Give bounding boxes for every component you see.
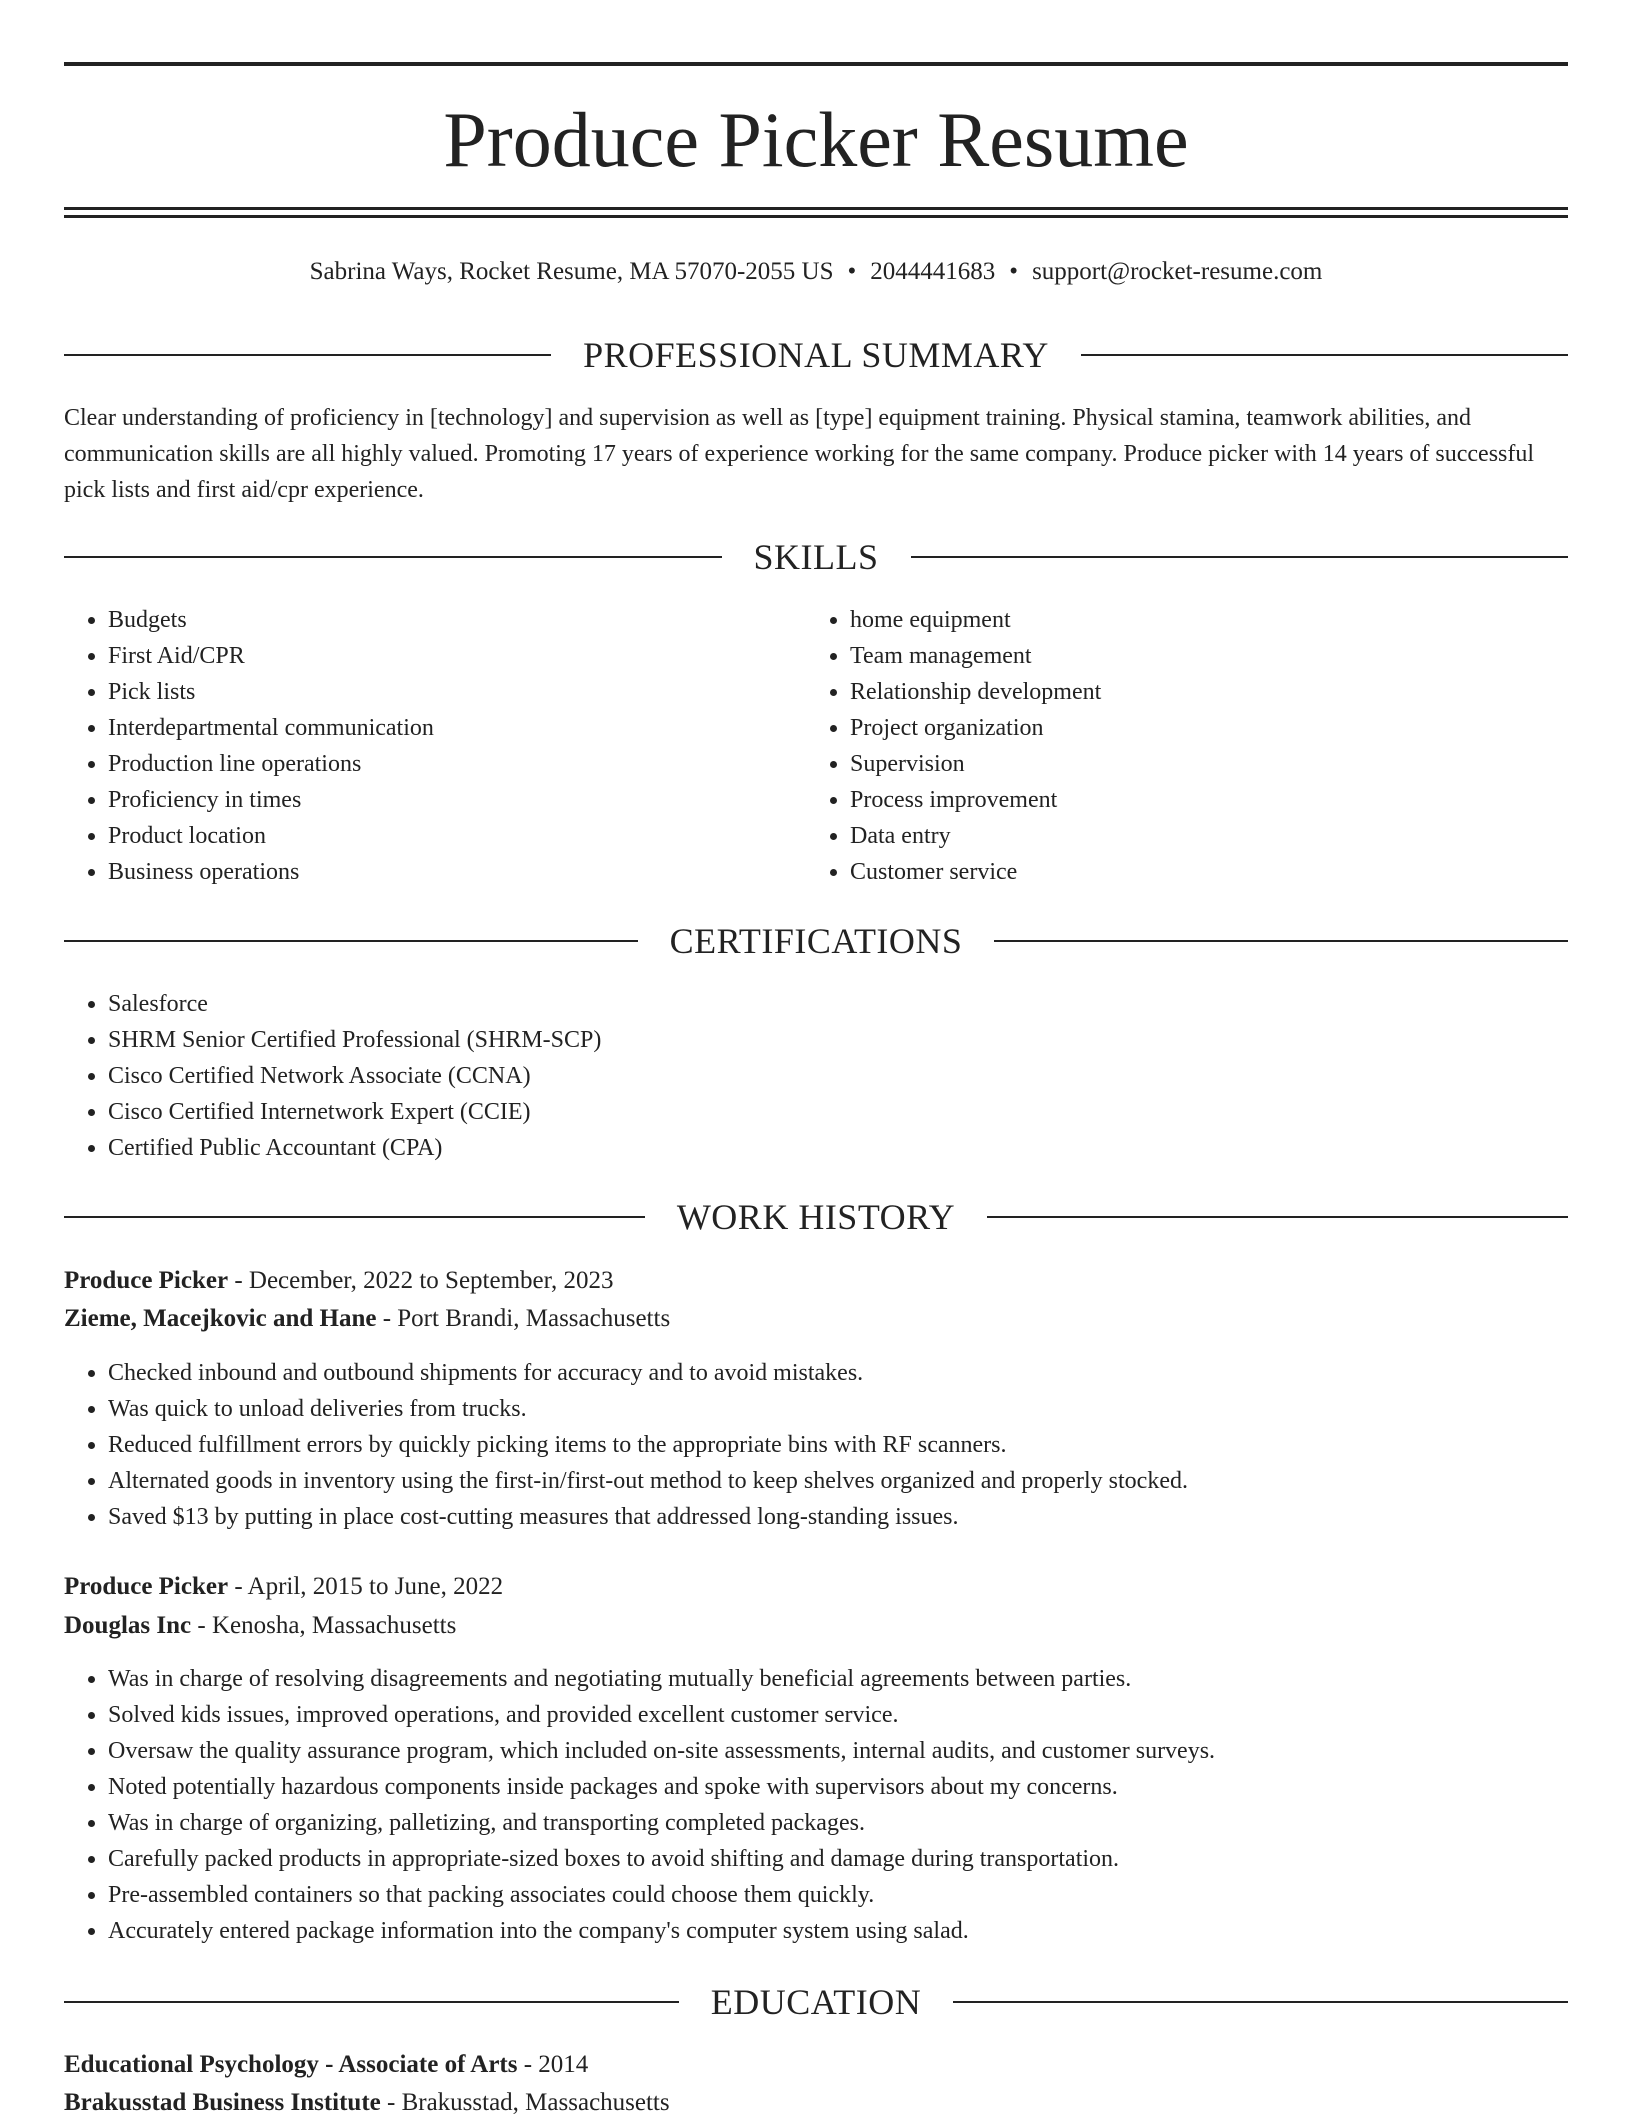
heading-rule	[64, 2001, 679, 2003]
list-item: • Product location	[108, 818, 808, 854]
list-item: • Relationship development	[850, 674, 1550, 710]
list-item: • Process improvement	[850, 782, 1550, 818]
list-item: • Checked inbound and outbound shipments for accuracy and to avoid mistakes.	[108, 1355, 1568, 1391]
list-item: • Was in charge of organizing, palletizing, and transporting completed packages.	[108, 1805, 1568, 1841]
job-dates: - April, 2015 to June, 2022	[228, 1573, 504, 1600]
work-history-heading-label: WORK HISTORY	[676, 1197, 956, 1237]
contact-line	[64, 254, 1568, 290]
list-item: • Alternated goods in inventory using the first-in/first-out method to keep shelves organized and properly stocked.	[108, 1463, 1568, 1499]
list-item: • Supervision	[850, 746, 1550, 782]
contact-separator: •	[1009, 258, 1019, 285]
list-item: • Team management	[850, 638, 1550, 674]
title-rule-upper	[64, 207, 1568, 210]
summary-heading-label: PROFESSIONAL SUMMARY	[583, 335, 1049, 375]
list-item: • Production line operations	[108, 746, 808, 782]
list-item: • Noted potentially hazardous components inside packages and spoke with supervisors about my concerns.	[108, 1769, 1568, 1805]
list-item: • Project organization	[850, 710, 1550, 746]
heading-rule	[953, 2001, 1568, 2003]
job-company-line	[64, 1607, 1568, 1645]
job-bullets	[64, 1661, 1568, 1949]
page-title: Produce Picker Resume	[443, 96, 1189, 183]
work-history-heading	[64, 1195, 1568, 1239]
certifications-list	[64, 986, 1568, 1166]
list-item: • Reduced fulfillment errors by quickly picking items to the appropriate bins with RF scanners.	[108, 1427, 1568, 1463]
job-company: Douglas Inc	[64, 1612, 192, 1639]
list-item: • Customer service	[850, 854, 1550, 890]
heading-rule	[911, 556, 1569, 558]
job-title-line	[64, 1262, 1568, 1300]
heading-rule	[987, 1216, 1568, 1218]
list-item: • Was in charge of resolving disagreements and negotiating mutually beneficial agreements between parties.	[108, 1661, 1568, 1697]
skills-list-left	[64, 602, 808, 890]
job-bullets	[64, 1355, 1568, 1535]
job-company: Zieme, Macejkovic and Hane	[64, 1305, 377, 1332]
list-item: • Cisco Certified Network Associate (CCNA)	[108, 1058, 1568, 1094]
job-dates: - December, 2022 to September, 2023	[228, 1267, 614, 1294]
heading-rule	[64, 940, 638, 942]
heading-rule	[1081, 354, 1568, 356]
contact-address: Sabrina Ways, Rocket Resume, MA 57070-2055 US	[309, 258, 834, 285]
list-item: • Carefully packed products in appropriate-sized boxes to avoid shifting and damage during transportation.	[108, 1841, 1568, 1877]
job-title: Produce Picker	[64, 1267, 229, 1294]
education-school: Brakusstad Business Institute	[64, 2089, 381, 2116]
summary-text: Clear understanding of proficiency in [technology] and supervision as well as [type] equipment training. Physical stamina, teamwork abilities, and communication skills are all highly valued. Promoting 17 years of experience working for the same company. Produce picker with 14 years of successful pick lists and first aid/cpr experience.	[64, 405, 1535, 503]
contact-email: support@rocket-resume.com	[1032, 258, 1323, 285]
certifications-heading-label: CERTIFICATIONS	[669, 921, 963, 961]
list-item: • Oversaw the quality assurance program, which included on-site assessments, internal audits, and customer surveys.	[108, 1733, 1568, 1769]
education-degree: Educational Psychology - Associate of Arts	[64, 2051, 518, 2078]
job-location: - Port Brandi, Massachusetts	[376, 1305, 671, 1332]
certifications-heading	[64, 919, 1568, 963]
contact-separator: •	[847, 258, 857, 285]
job-company-line	[64, 1300, 1568, 1338]
list-item: • Pick lists	[108, 674, 808, 710]
education-school-line	[64, 2084, 1568, 2122]
contact-phone: 2044441683	[870, 258, 996, 285]
heading-rule	[64, 556, 722, 558]
list-item: • Was quick to unload deliveries from trucks.	[108, 1391, 1568, 1427]
list-item: • home equipment	[850, 602, 1550, 638]
list-item: • Cisco Certified Internetwork Expert (CCIE)	[108, 1094, 1568, 1130]
skills-heading	[64, 535, 1568, 579]
heading-rule	[64, 354, 551, 356]
list-item: • Proficiency in times	[108, 782, 808, 818]
summary-heading	[64, 333, 1568, 377]
list-item: • Interdepartmental communication	[108, 710, 808, 746]
heading-rule	[64, 1216, 645, 1218]
list-item: • Budgets	[108, 602, 808, 638]
education-heading-label: EDUCATION	[710, 1982, 922, 2022]
job-title-line	[64, 1568, 1568, 1606]
education-location: - Brakusstad, Massachusetts	[380, 2089, 670, 2116]
list-item: • Solved kids issues, improved operations, and provided excellent customer service.	[108, 1697, 1568, 1733]
job-location: - Kenosha, Massachusetts	[191, 1612, 457, 1639]
title-rule-lower	[64, 215, 1568, 218]
education-heading	[64, 1980, 1568, 2024]
list-item: • Accurately entered package information into the company's computer system using salad.	[108, 1913, 1568, 1949]
heading-rule	[994, 940, 1568, 942]
list-item: • Pre-assembled containers so that packing associates could choose them quickly.	[108, 1877, 1568, 1913]
skills-list-right	[806, 602, 1550, 890]
list-item: • SHRM Senior Certified Professional (SHRM-SCP)	[108, 1022, 1568, 1058]
education-year: - 2014	[517, 2051, 589, 2078]
top-rule	[64, 62, 1568, 66]
skills-heading-label: SKILLS	[753, 537, 879, 577]
list-item: • Certified Public Accountant (CPA)	[108, 1130, 1568, 1166]
list-item: • Business operations	[108, 854, 808, 890]
list-item: • Salesforce	[108, 986, 1568, 1022]
education-degree-line	[64, 2046, 1568, 2084]
list-item: • Data entry	[850, 818, 1550, 854]
list-item: • First Aid/CPR	[108, 638, 808, 674]
job-title: Produce Picker	[64, 1573, 229, 1600]
list-item: • Saved $13 by putting in place cost-cutting measures that addressed long-standing issues.	[108, 1499, 1568, 1535]
